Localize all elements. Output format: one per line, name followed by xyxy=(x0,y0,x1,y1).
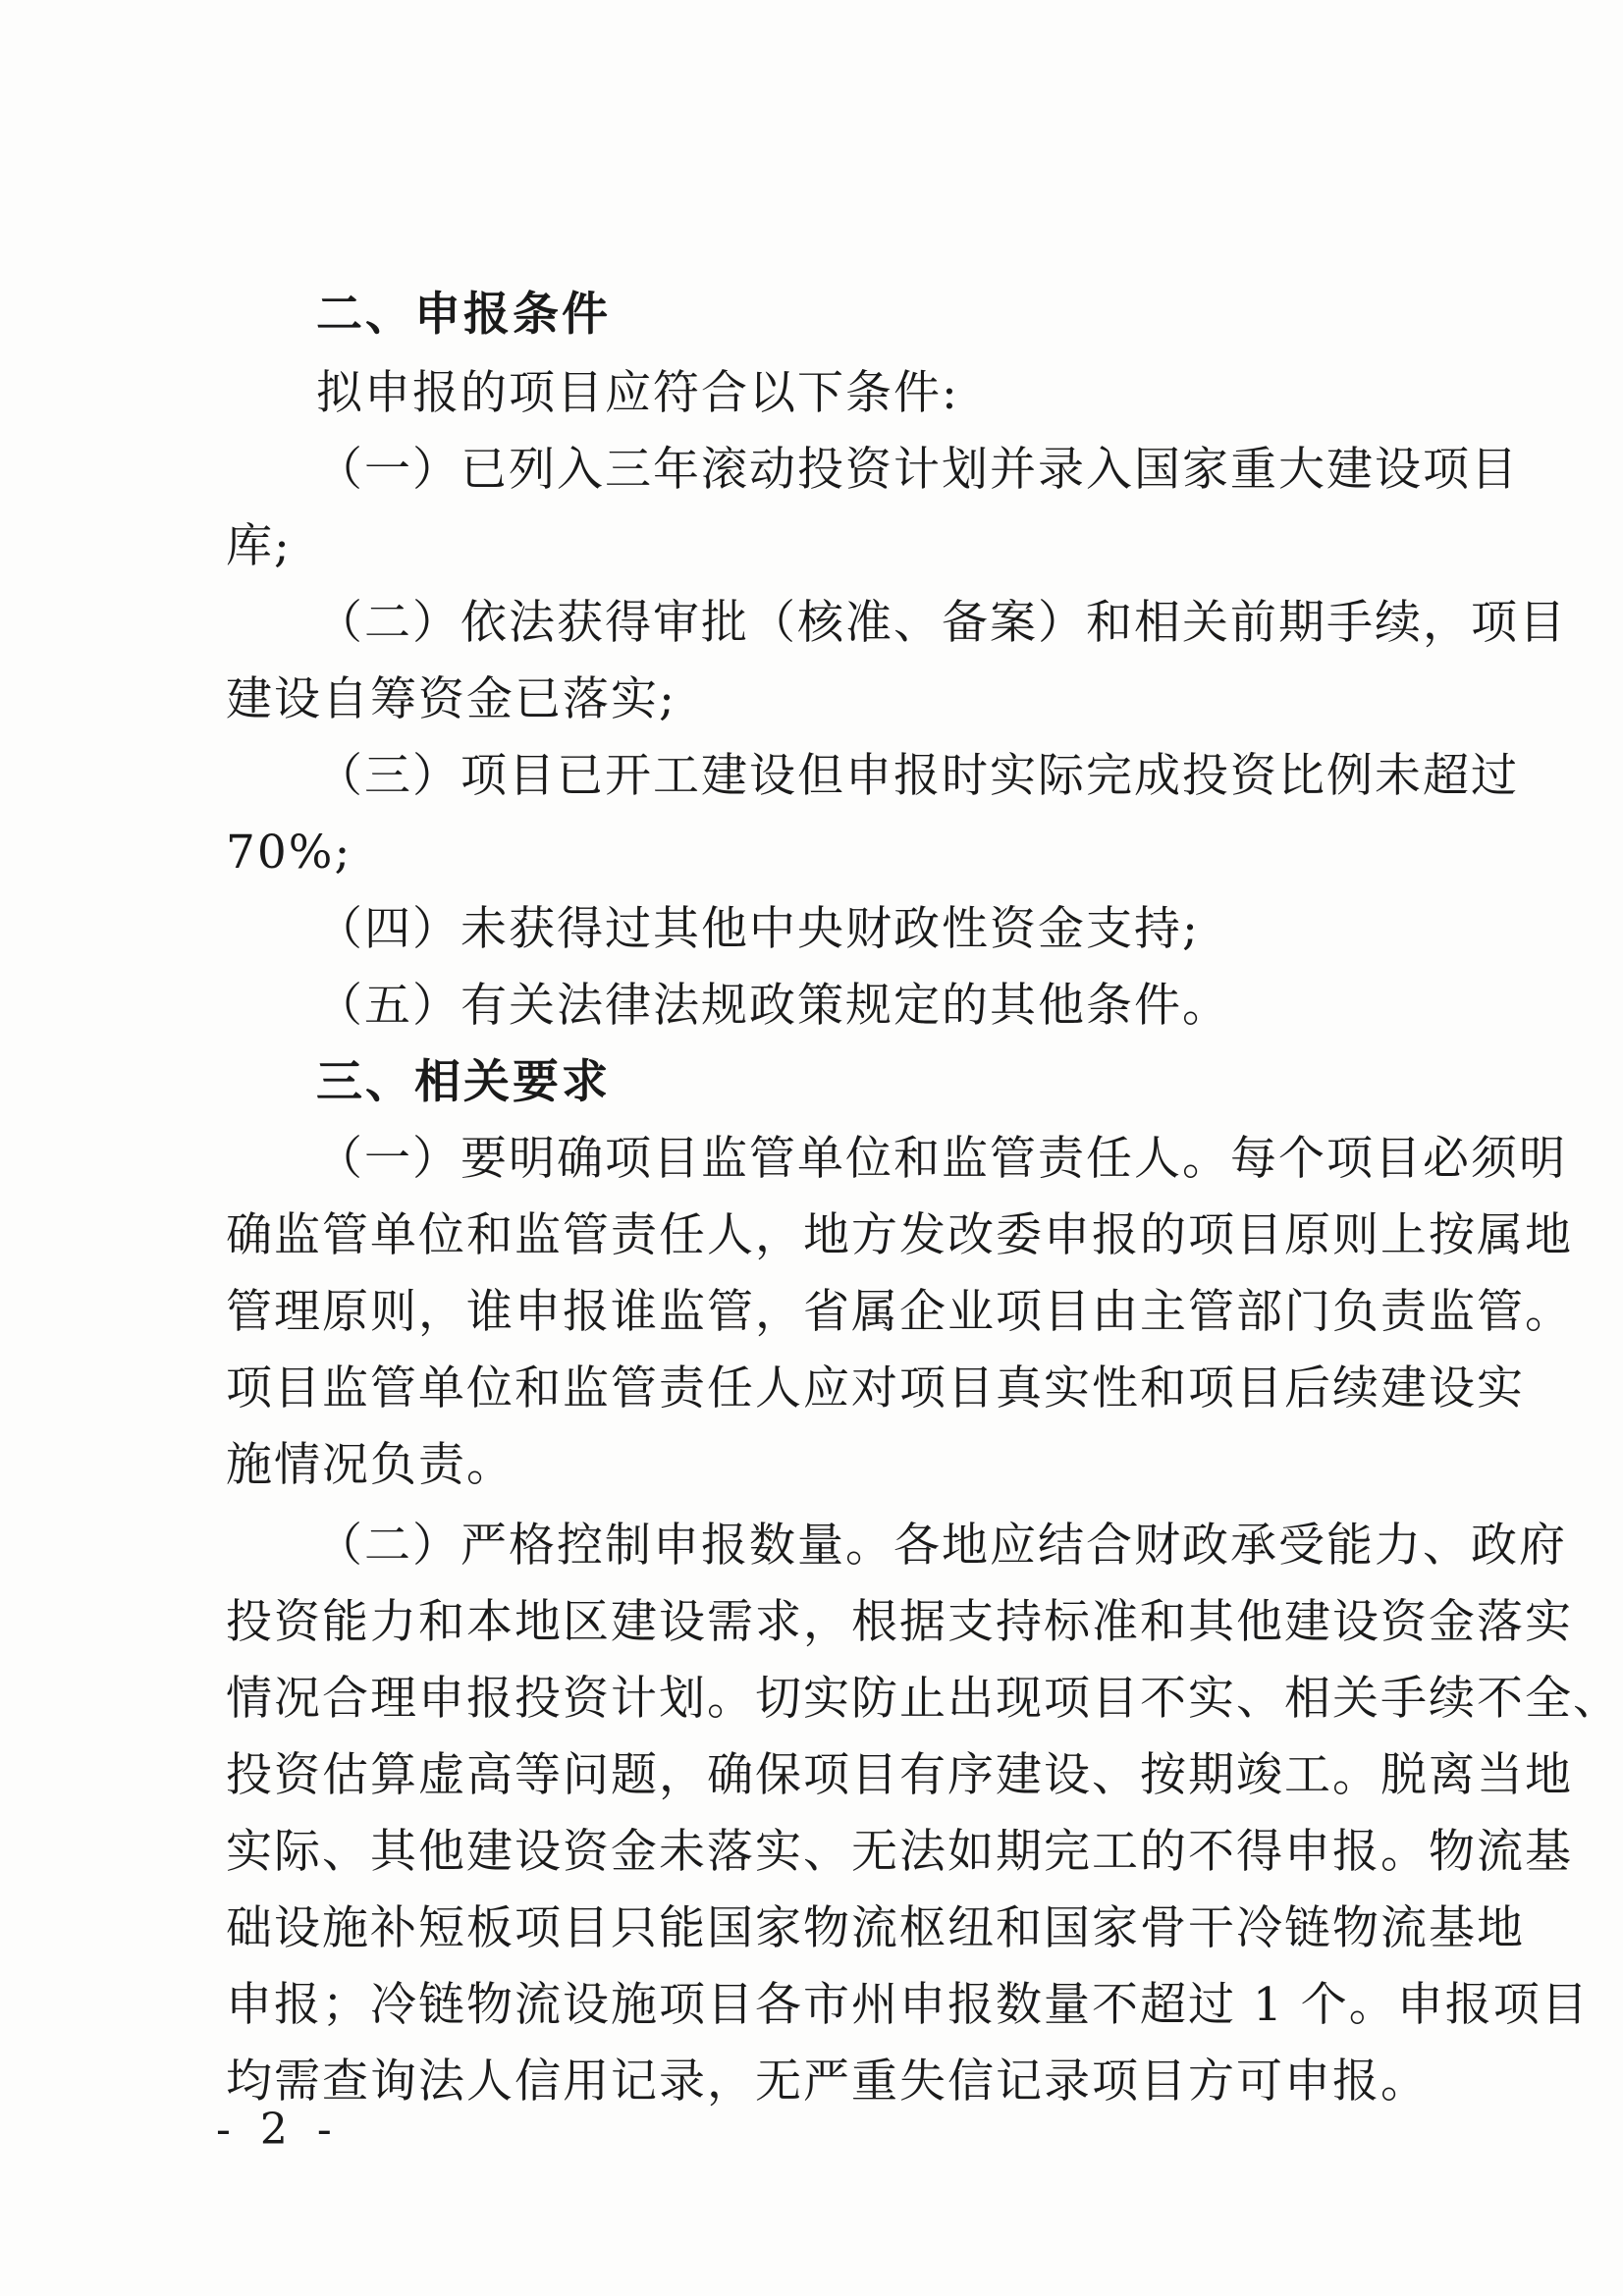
condition-item-1-line-1: （一）已列入三年滚动投资计划并录入国家重大建设项目 xyxy=(316,443,1519,497)
requirement-1-line: 管理原则，谁申报谁监管，省属企业项目由主管部门负责监管。 xyxy=(226,1285,1573,1339)
condition-item-5: （五）有关法律法规政策规定的其他条件。 xyxy=(316,979,1230,1033)
requirement-1-line: 施情况负责。 xyxy=(226,1438,514,1492)
requirement-1-line: 项目监管单位和监管责任人应对项目真实性和项目后续建设实 xyxy=(226,1362,1525,1415)
requirement-2-line: 申报；冷链物流设施项目各市州申报数量不超过 1 个。申报项目 xyxy=(226,1978,1590,2032)
requirement-1-line: （一）要明确项目监管单位和监管责任人。每个项目必须明 xyxy=(316,1132,1567,1186)
requirement-2-line: 均需查询法人信用记录，无严重失信记录项目方可申报。 xyxy=(226,2055,1429,2109)
condition-item-1-line-2: 库; xyxy=(226,519,292,573)
condition-item-3-line-2: 70%; xyxy=(226,826,352,880)
requirement-1-line: 确监管单位和监管责任人，地方发改委申报的项目原则上按属地 xyxy=(226,1208,1573,1262)
section-intro: 拟申报的项目应符合以下条件: xyxy=(316,366,959,420)
section-heading-application-conditions: 二、申报条件 xyxy=(316,288,611,342)
requirement-2-line: 情况合理申报投资计划。切实防止出现项目不实、相关手续不全、 xyxy=(226,1672,1621,1726)
requirement-2-line: 投资能力和本地区建设需求，根据支持标准和其他建设资金落实 xyxy=(226,1595,1573,1649)
condition-item-4: （四）未获得过其他中央财政性资金支持; xyxy=(316,902,1200,956)
condition-item-2-line-2: 建设自筹资金已落实; xyxy=(226,672,676,726)
requirement-2-line: （二）严格控制申报数量。各地应结合财政承受能力、政府 xyxy=(316,1519,1567,1573)
page-number: - 2 - xyxy=(216,2105,340,2155)
requirement-2-line: 投资估算虚高等问题，确保项目有序建设、按期竣工。脱离当地 xyxy=(226,1748,1573,1802)
requirement-2-line: 实际、其他建设资金未落实、无法如期完工的不得申报。物流基 xyxy=(226,1825,1573,1879)
condition-item-3-line-1: （三）项目已开工建设但申报时实际完成投资比例未超过 xyxy=(316,749,1519,803)
requirement-2-line: 础设施补短板项目只能国家物流枢纽和国家骨干冷链物流基地 xyxy=(226,1901,1525,1955)
condition-item-2-line-1: （二）依法获得审批（核准、备案）和相关前期手续，项目 xyxy=(316,596,1567,650)
section-heading-related-requirements: 三、相关要求 xyxy=(316,1055,611,1109)
